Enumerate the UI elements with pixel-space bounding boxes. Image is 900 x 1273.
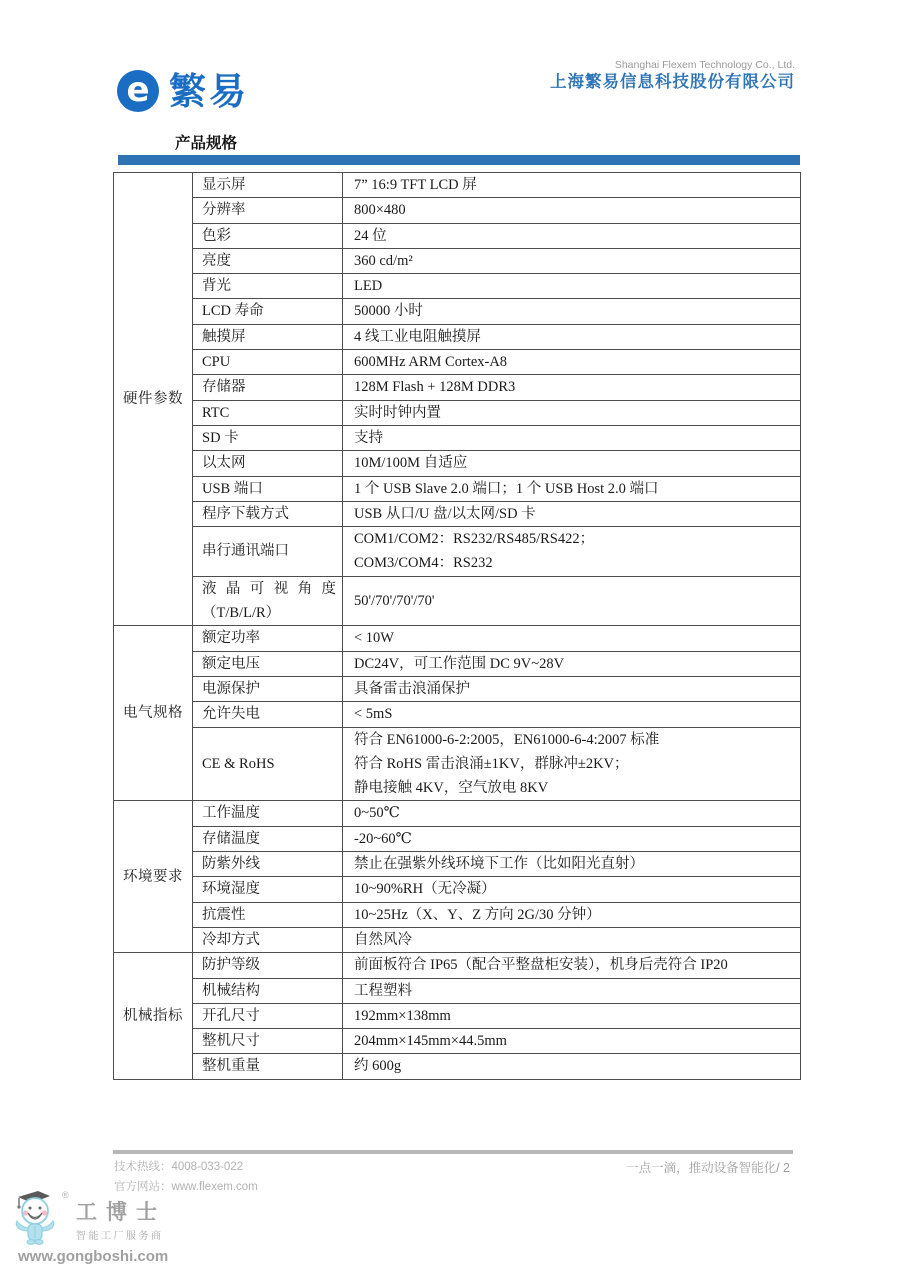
spec-label-cell: 环境湿度 bbox=[193, 877, 343, 902]
spec-value-cell bbox=[343, 826, 801, 851]
table-row bbox=[114, 852, 801, 877]
table-row bbox=[114, 248, 801, 273]
spec-value-line: 具备雷击浪涌保护 bbox=[354, 680, 470, 697]
table-row bbox=[114, 223, 801, 248]
spec-label-cell: 抗震性 bbox=[193, 902, 343, 927]
table-row bbox=[114, 198, 801, 223]
spec-value-line: 10~25Hz（X、Y、Z 方向 2G/30 分钟） bbox=[354, 906, 601, 923]
spec-value-cell bbox=[343, 527, 801, 577]
spec-value-line: USB 从口/U 盘/以太网/SD 卡 bbox=[354, 505, 536, 522]
spec-value-line: 1 个 USB Slave 2.0 端口；1 个 USB Host 2.0 端口 bbox=[354, 480, 659, 497]
spec-value-cell bbox=[343, 877, 801, 902]
accent-bar bbox=[118, 155, 800, 165]
table-row bbox=[114, 902, 801, 927]
spec-value-line: 支持 bbox=[354, 429, 383, 446]
logo-brand-text: 繁易 bbox=[169, 70, 249, 112]
spec-value-cell bbox=[343, 902, 801, 927]
table-row bbox=[114, 576, 801, 626]
spec-value-cell bbox=[343, 852, 801, 877]
category-cell: 环境要求 bbox=[114, 801, 193, 953]
spec-value-line: LED bbox=[354, 278, 383, 295]
spec-label-cell: 防护等级 bbox=[193, 953, 343, 978]
spec-value-cell bbox=[343, 801, 801, 826]
spec-value-line: 符合 RoHS 雷击浪涌±1KV，群脉冲±2KV； bbox=[354, 755, 629, 772]
category-cell: 机械指标 bbox=[114, 953, 193, 1079]
table-row bbox=[114, 350, 801, 375]
table-row bbox=[114, 375, 801, 400]
footer-hotline: 技术热线：4008-033-022 bbox=[114, 1161, 244, 1173]
spec-value-line: 工程塑料 bbox=[354, 982, 412, 999]
spec-value-cell bbox=[343, 978, 801, 1003]
spec-table-body bbox=[114, 173, 801, 1080]
spec-label-cell: CE & RoHS bbox=[193, 727, 343, 801]
spec-value-line: 静电接触 4KV，空气放电 8KV bbox=[354, 780, 549, 797]
spec-label-cell: SD 卡 bbox=[193, 425, 343, 450]
spec-value-cell bbox=[343, 1054, 801, 1079]
spec-label-cell: 允许失电 bbox=[193, 702, 343, 727]
spec-value-line: 204mm×145mm×44.5mm bbox=[354, 1033, 507, 1050]
spec-label-cell: 触摸屏 bbox=[193, 324, 343, 349]
spec-value-cell bbox=[343, 375, 801, 400]
spec-value-line: 自然风冷 bbox=[354, 931, 412, 948]
spec-label-line: （T/B/L/R） bbox=[202, 605, 281, 622]
table-row bbox=[114, 451, 801, 476]
table-row bbox=[114, 727, 801, 801]
table-row bbox=[114, 299, 801, 324]
spec-label-cell: 背光 bbox=[193, 274, 343, 299]
spec-value-line: 24 位 bbox=[354, 227, 387, 244]
spec-label-cell: 冷却方式 bbox=[193, 927, 343, 952]
spec-label-cell: 工作温度 bbox=[193, 801, 343, 826]
table-row bbox=[114, 626, 801, 651]
company-name-block bbox=[550, 58, 795, 92]
spec-label-cell: 以太网 bbox=[193, 451, 343, 476]
table-row bbox=[114, 274, 801, 299]
gongboshi-watermark bbox=[10, 1188, 240, 1265]
spec-value-cell bbox=[343, 400, 801, 425]
spec-value-line: 192mm×138mm bbox=[354, 1007, 451, 1024]
flexem-logo-icon bbox=[117, 70, 159, 112]
spec-value-cell bbox=[343, 576, 801, 626]
footer-website: 官方网站：www.flexem.com bbox=[114, 1181, 258, 1193]
logo-letter: e bbox=[126, 69, 150, 110]
spec-value-line: 符合 EN61000-6-2:2005，EN61000-6-4:2007 标准 bbox=[354, 731, 660, 748]
spec-value-line: 800×480 bbox=[354, 202, 406, 219]
gongboshi-url: www.gongboshi.com bbox=[18, 1248, 169, 1265]
spec-value-cell bbox=[343, 324, 801, 349]
table-row bbox=[114, 826, 801, 851]
spec-value-cell bbox=[343, 953, 801, 978]
spec-value-line: 50'/70'/70'/70' bbox=[354, 592, 435, 609]
spec-label-cell: 程序下载方式 bbox=[193, 501, 343, 526]
spec-table bbox=[113, 172, 801, 1080]
spec-label-cell: USB 端口 bbox=[193, 476, 343, 501]
registered-mark: ® bbox=[62, 1190, 69, 1200]
spec-value-cell bbox=[343, 425, 801, 450]
table-row bbox=[114, 1029, 801, 1054]
company-name-cn: 上海繁易信息科技股份有限公司 bbox=[550, 73, 795, 91]
spec-label-cell bbox=[193, 576, 343, 626]
spec-value-cell bbox=[343, 198, 801, 223]
spec-value-cell bbox=[343, 1029, 801, 1054]
spec-value-line: 实时时钟内置 bbox=[354, 404, 441, 421]
spec-value-line: 0~50℃ bbox=[354, 805, 400, 822]
table-row bbox=[114, 527, 801, 577]
spec-value-cell bbox=[343, 727, 801, 801]
table-row bbox=[114, 1003, 801, 1028]
spec-value-line: 4 线工业电阻触摸屏 bbox=[354, 328, 481, 345]
spec-value-line: 10~90%RH（无冷凝） bbox=[354, 881, 496, 898]
spec-value-cell bbox=[343, 676, 801, 701]
table-row bbox=[114, 425, 801, 450]
spec-label-cell: CPU bbox=[193, 350, 343, 375]
spec-label-cell: 防紫外线 bbox=[193, 852, 343, 877]
spec-value-cell bbox=[343, 1003, 801, 1028]
spec-value-line: 600MHz ARM Cortex-A8 bbox=[354, 354, 508, 371]
spec-value-line: COM1/COM2：RS232/RS485/RS422； bbox=[354, 531, 595, 548]
table-row bbox=[114, 676, 801, 701]
spec-value-cell bbox=[343, 223, 801, 248]
spec-value-line: 360 cd/m² bbox=[354, 252, 413, 269]
spec-label-cell: 开孔尺寸 bbox=[193, 1003, 343, 1028]
spec-value-line: -20~60℃ bbox=[354, 830, 412, 847]
table-row bbox=[114, 801, 801, 826]
spec-value-cell bbox=[343, 651, 801, 676]
footer-divider bbox=[113, 1150, 793, 1154]
spec-value-cell bbox=[343, 248, 801, 273]
spec-label-cell: 整机尺寸 bbox=[193, 1029, 343, 1054]
footer-slogan-page-number: 一点一滴，推动设备智能化/ 2 bbox=[626, 1161, 790, 1175]
spec-label-cell: 存储温度 bbox=[193, 826, 343, 851]
table-row bbox=[114, 324, 801, 349]
table-row bbox=[114, 400, 801, 425]
spec-value-line: 前面板符合 IP65（配合平整盘柜安装），机身后壳符合 IP20 bbox=[354, 957, 728, 974]
spec-value-line: < 5mS bbox=[354, 706, 393, 723]
gongboshi-name: 工博士 bbox=[76, 1200, 166, 1224]
company-name-en: Shanghai Flexem Technology Co., Ltd. bbox=[614, 59, 795, 71]
table-row bbox=[114, 953, 801, 978]
spec-label-cell: 存储器 bbox=[193, 375, 343, 400]
spec-value-line: < 10W bbox=[354, 630, 394, 647]
table-row bbox=[114, 173, 801, 198]
gongboshi-subtitle: 智能工厂服务商 bbox=[76, 1231, 164, 1242]
spec-value-cell bbox=[343, 173, 801, 198]
spec-label-cell: 分辨率 bbox=[193, 198, 343, 223]
spec-value-line: 禁止在强紫外线环境下工作（比如阳光直射） bbox=[354, 856, 644, 873]
category-cell: 硬件参数 bbox=[114, 173, 193, 626]
spec-label-cell: 显示屏 bbox=[193, 173, 343, 198]
spec-value-cell bbox=[343, 501, 801, 526]
page-title: 产品规格 bbox=[175, 135, 238, 152]
spec-value-cell bbox=[343, 299, 801, 324]
spec-value-cell bbox=[343, 626, 801, 651]
table-row bbox=[114, 877, 801, 902]
spec-label-cell: 额定功率 bbox=[193, 626, 343, 651]
table-row bbox=[114, 702, 801, 727]
spec-label-cell: 整机重量 bbox=[193, 1054, 343, 1079]
spec-value-cell bbox=[343, 702, 801, 727]
spec-value-line: COM3/COM4：RS232 bbox=[354, 555, 493, 572]
spec-value-line: 约 600g bbox=[354, 1058, 402, 1075]
spec-value-line: 50000 小时 bbox=[354, 303, 423, 320]
spec-value-cell bbox=[343, 451, 801, 476]
flexem-logo bbox=[117, 70, 249, 112]
table-row bbox=[114, 651, 801, 676]
spec-label-cell: 亮度 bbox=[193, 248, 343, 273]
spec-label-cell: 色彩 bbox=[193, 223, 343, 248]
spec-value-cell bbox=[343, 350, 801, 375]
spec-value-line: 128M Flash + 128M DDR3 bbox=[354, 379, 516, 396]
spec-value-cell bbox=[343, 476, 801, 501]
category-cell: 电气规格 bbox=[114, 626, 193, 801]
table-row bbox=[114, 476, 801, 501]
spec-label-cell: RTC bbox=[193, 400, 343, 425]
table-row bbox=[114, 501, 801, 526]
spec-value-cell bbox=[343, 927, 801, 952]
table-row bbox=[114, 978, 801, 1003]
spec-label-line: 液晶可视角度 bbox=[202, 580, 336, 597]
spec-value-line: DC24V，可工作范围 DC 9V~28V bbox=[354, 655, 565, 672]
table-row bbox=[114, 927, 801, 952]
spec-label-cell: 串行通讯端口 bbox=[193, 527, 343, 577]
spec-label-cell: 电源保护 bbox=[193, 676, 343, 701]
table-row bbox=[114, 1054, 801, 1079]
spec-label-cell: LCD 寿命 bbox=[193, 299, 343, 324]
spec-label-cell: 额定电压 bbox=[193, 651, 343, 676]
spec-value-line: 7” 16:9 TFT LCD 屏 bbox=[354, 177, 477, 193]
spec-value-cell bbox=[343, 274, 801, 299]
spec-label-cell: 机械结构 bbox=[193, 978, 343, 1003]
spec-value-line: 10M/100M 自适应 bbox=[354, 455, 468, 472]
